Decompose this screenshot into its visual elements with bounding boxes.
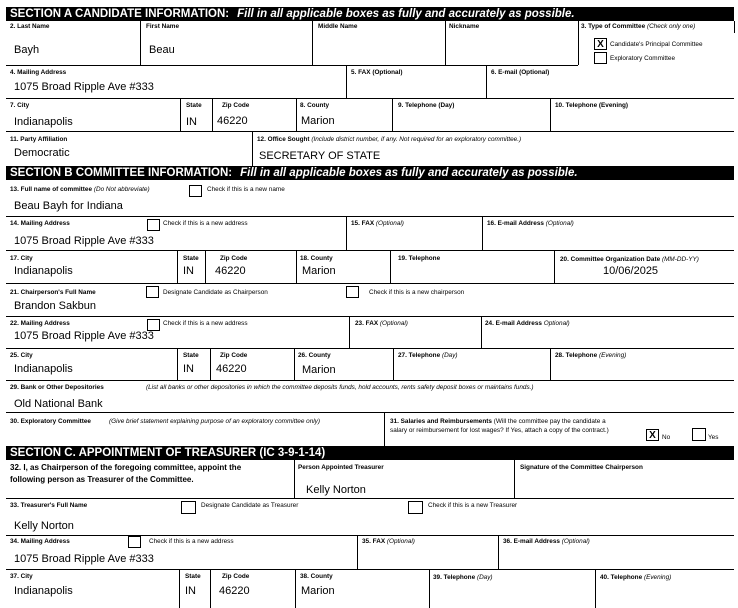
treasurer-state-value[interactable]: IN (185, 585, 196, 597)
committee-state-label: State (183, 255, 199, 262)
committee-state-value[interactable]: IN (183, 265, 194, 277)
committee-county-value[interactable]: Marion (302, 265, 336, 277)
committee-zip-value[interactable]: 46220 (215, 265, 246, 277)
last-name-label: 2. Last Name (10, 23, 50, 30)
chair-mailing-label: 22. Mailing Address (10, 320, 70, 327)
city-label: 7. City (10, 102, 30, 109)
new-name-label: Check if this is a new name (207, 186, 285, 193)
county-label: 8. County (300, 102, 330, 109)
chair-signature-label: Signature of the Committee Chairperson (520, 464, 643, 471)
committee-mailing-value[interactable]: 1075 Broad Ripple Ave #333 (14, 235, 154, 247)
appointment-statement: 32. I, as Chairperson of the foregoing committee, appoint the following person as Treasurer of the Committee. (10, 463, 242, 484)
designate-treasurer-label: Designate Candidate as Treasurer (201, 502, 299, 509)
appointed-treasurer-label: Person Appointed Treasurer (298, 464, 384, 471)
treasurer-mailing-value[interactable]: 1075 Broad Ripple Ave #333 (14, 553, 154, 565)
exploratory-committee-checkbox[interactable] (594, 52, 607, 64)
new-treasurer-label: Check if this is a new Treasurer (428, 502, 518, 509)
bank-note: (List all banks or other depositories in which the committee deposits funds, hold accounts, rents safety deposit boxes or maintains funds.) (146, 384, 534, 391)
treasurer-city-value[interactable]: Indianapolis (14, 585, 73, 597)
section-b-subtitle: Fill in all applicable boxes as fully and accurately as possible. (240, 167, 578, 179)
chair-fax-label: 23. FAX (Optional) (355, 320, 408, 327)
middle-name-label: Middle Name (318, 23, 358, 30)
chair-county-label: 26. County (298, 352, 331, 359)
chair-telephone-evening-label: 28. Telephone (Evening) (555, 352, 627, 359)
treasurer-fax-label: 35. FAX (Optional) (362, 538, 415, 545)
treasurer-county-value[interactable]: Marion (301, 585, 335, 597)
first-name-value[interactable]: Beau (149, 44, 175, 56)
treasurer-city-label: 37. City (10, 573, 33, 580)
section-b-header (6, 166, 734, 180)
exploratory-label: 30. Exploratory Committee (10, 418, 91, 425)
chair-telephone-day-label: 27. Telephone (Day) (398, 352, 458, 359)
committee-mailing-label: 14. Mailing Address (10, 220, 70, 227)
chair-city-value[interactable]: Indianapolis (14, 363, 73, 375)
email-label: 6. E-mail (Optional) (491, 69, 550, 76)
chairperson-name-value[interactable]: Brandon Sakbun (14, 300, 96, 312)
new-name-checkbox[interactable] (189, 185, 202, 197)
designate-chair-checkbox[interactable] (146, 286, 159, 298)
city-value[interactable]: Indianapolis (14, 116, 73, 128)
treasurer-zip-label: Zip Code (222, 573, 250, 580)
chair-mailing-value[interactable]: 1075 Broad Ripple Ave #333 (14, 330, 154, 342)
committee-telephone-label: 19. Telephone (398, 255, 441, 262)
appointed-treasurer-value[interactable]: Kelly Norton (306, 484, 366, 496)
mailing-address-label: 4. Mailing Address (10, 69, 67, 76)
org-date-value[interactable]: 10/06/2025 (603, 265, 659, 277)
committee-email-label: 16. E-mail Address (Optional) (487, 220, 574, 227)
type-of-committee-label: 3. Type of Committee (Check only one) (581, 23, 696, 30)
salary-no-label: No (662, 434, 671, 441)
chair-zip-label: Zip Code (220, 352, 248, 359)
party-affiliation-value[interactable]: Democratic (14, 147, 70, 159)
committee-city-label: 17. City (10, 255, 33, 262)
principal-committee-label: Candidate's Principal Committee (610, 41, 703, 48)
new-chairperson-checkbox[interactable] (346, 286, 359, 298)
bank-value[interactable]: Old National Bank (14, 398, 103, 410)
new-chairperson-label: Check if this is a new chairperson (369, 289, 465, 296)
fax-label: 5. FAX (Optional) (351, 69, 403, 76)
state-label: State (186, 102, 202, 109)
treasurer-zip-value[interactable]: 46220 (219, 585, 250, 597)
chair-zip-value[interactable]: 46220 (216, 363, 247, 375)
treasurer-new-address-checkbox[interactable] (128, 536, 141, 548)
salary-yes-label: Yes (708, 434, 719, 441)
treasurer-new-address-label: Check if this is a new address (149, 538, 234, 545)
salary-yes-checkbox[interactable] (692, 428, 706, 441)
treasurer-telephone-evening-label: 40. Telephone (Evening) (600, 574, 672, 581)
section-a-title: SECTION A CANDIDATE INFORMATION: (10, 8, 230, 20)
committee-city-value[interactable]: Indianapolis (14, 265, 73, 277)
first-name-label: First Name (146, 23, 180, 30)
mailing-address-value[interactable]: 1075 Broad Ripple Ave #333 (14, 81, 154, 93)
treasurer-email-label: 36. E-mail Address (Optional) (503, 538, 590, 545)
committee-name-value[interactable]: Beau Bayh for Indiana (14, 200, 123, 212)
party-affiliation-label: 11. Party Affiliation (10, 136, 68, 143)
treasurer-name-value[interactable]: Kelly Norton (14, 520, 74, 532)
chair-city-label: 25. City (10, 352, 33, 359)
salary-no-checkbox[interactable]: X (646, 429, 659, 441)
org-date-label: 20. Committee Organization Date (MM-DD-YY) (560, 256, 699, 263)
county-value[interactable]: Marion (301, 115, 335, 127)
chair-new-address-label: Check if this is a new address (163, 320, 248, 327)
treasurer-mailing-label: 34. Mailing Address (10, 538, 70, 545)
salaries-note: salary or reimbursement for lost wages? If Yes, attach a copy of the contract.) (390, 427, 609, 434)
section-a-header (6, 7, 734, 21)
committee-zip-label: Zip Code (220, 255, 248, 262)
exploratory-note: (Give brief statement explaining purpose of an exploratory committee only) (109, 418, 320, 425)
treasurer-county-label: 38. County (300, 573, 333, 580)
section-a-subtitle: Fill in all applicable boxes as fully and accurately as possible. (237, 8, 575, 20)
designate-chair-label: Designate Candidate as Chairperson (163, 289, 268, 296)
chair-county-value[interactable]: Marion (302, 364, 336, 376)
treasurer-name-label: 33. Treasurer's Full Name (10, 502, 88, 509)
section-c-title: SECTION C. APPOINTMENT OF TREASURER (IC 3-9-1-14) (10, 447, 326, 459)
zip-label: Zip Code (222, 102, 250, 109)
committee-name-label: 13. Full name of committee (Do Not abbreviate) (10, 186, 150, 193)
treasurer-state-label: State (185, 573, 201, 580)
state-value[interactable]: IN (186, 116, 197, 128)
chair-state-value[interactable]: IN (183, 363, 194, 375)
section-c-header (6, 446, 734, 460)
last-name-value[interactable]: Bayh (14, 44, 40, 56)
new-treasurer-checkbox[interactable] (408, 501, 423, 514)
nickname-label: Nickname (449, 23, 480, 30)
zip-value[interactable]: 46220 (217, 115, 248, 127)
committee-new-address-checkbox[interactable] (147, 219, 160, 231)
salaries-label: 31. Salaries and Reimbursements (Will the committee pay the candidate a (390, 418, 606, 425)
chairperson-name-label: 21. Chairperson's Full Name (10, 289, 96, 296)
office-sought-label: 12. Office Sought (Include district number, if any. Not required for an exploratory committee.) (257, 136, 522, 143)
telephone-day-label: 9. Telephone (Day) (398, 102, 455, 109)
designate-treasurer-checkbox[interactable] (181, 501, 196, 514)
committee-new-address-label: Check if this is a new address (163, 220, 248, 227)
committee-county-label: 18. County (300, 255, 333, 262)
committee-fax-label: 15. FAX (Optional) (351, 220, 404, 227)
treasurer-telephone-day-label: 39. Telephone (Day) (433, 574, 493, 581)
office-sought-value[interactable]: SECRETARY OF STATE (259, 150, 381, 162)
chair-email-label: 24. E-mail Address Optional) (485, 320, 570, 327)
exploratory-committee-label: Exploratory Committee (610, 55, 675, 62)
section-b-title: SECTION B COMMITTEE INFORMATION: (10, 167, 233, 179)
bank-label: 29. Bank or Other Depositories (10, 384, 104, 391)
principal-committee-checkbox[interactable]: X (594, 38, 607, 50)
chair-state-label: State (183, 352, 199, 359)
telephone-evening-label: 10. Telephone (Evening) (555, 102, 629, 109)
